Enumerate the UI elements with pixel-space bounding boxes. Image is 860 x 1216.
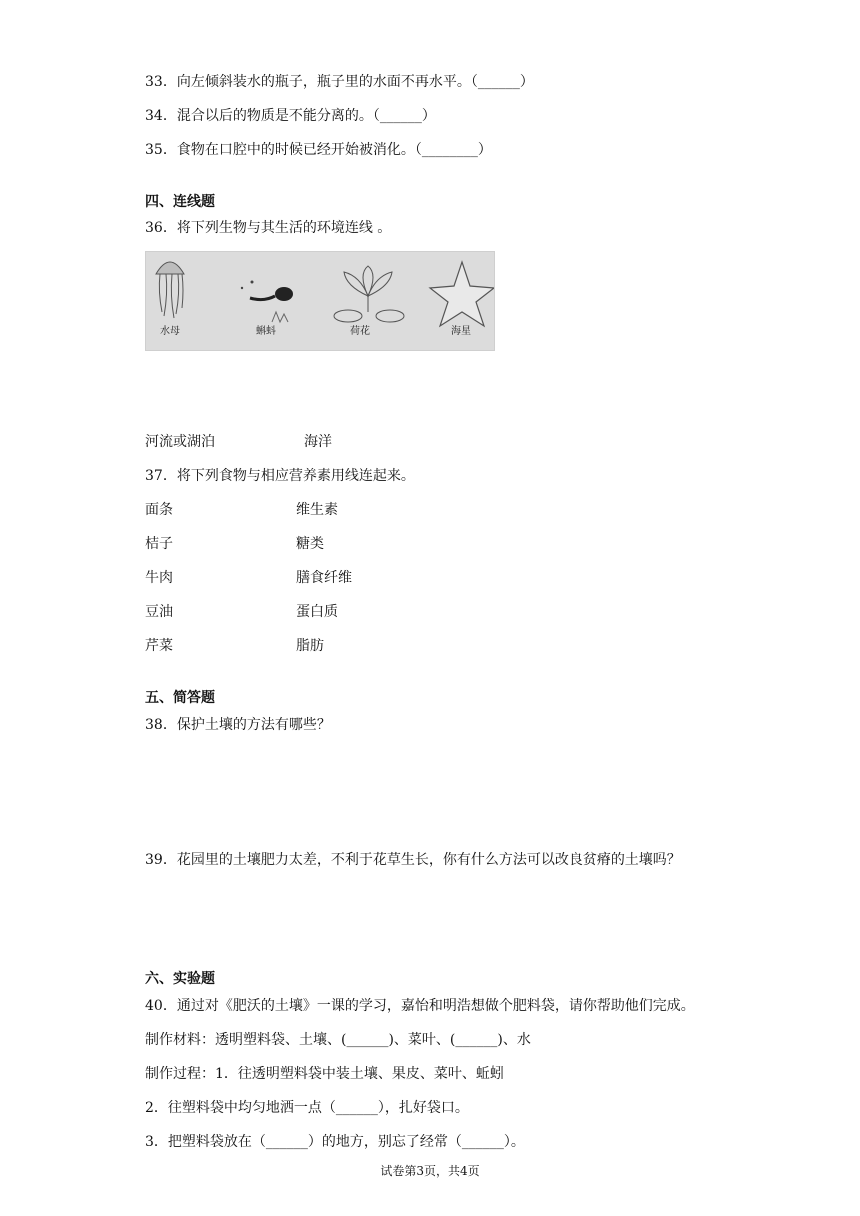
process-step-1: 制作过程：1．往透明塑料袋中装土壤、果皮、菜叶、蚯蚓 (145, 1066, 504, 1082)
question-34: 34．混合以后的物质是不能分离的。（______） (145, 108, 436, 124)
tadpole-icon (241, 281, 293, 323)
nutrient-item: 脂肪 (296, 638, 324, 654)
organisms-figure (145, 251, 495, 351)
food-item: 豆油 (145, 604, 173, 620)
environment-river-lake: 河流或湖泊 (145, 434, 215, 450)
question-35: 35．食物在口腔中的时候已经开始被消化。（________） (145, 142, 492, 158)
jellyfish-icon (156, 262, 184, 318)
figure-label-tadpole: 蝌蚪 (256, 326, 276, 337)
section-heading-experiment: 六、实验题 (145, 971, 215, 987)
materials-line: 制作材料：透明塑料袋、土壤、(______)、菜叶、(______)、水 (145, 1032, 531, 1048)
question-40: 40．通过对《肥沃的土壤》一课的学习，嘉怡和明浩想做个肥料袋，请你帮助他们完成。 (145, 998, 695, 1014)
organisms-illustration (146, 252, 494, 350)
food-item: 芹菜 (145, 638, 173, 654)
nutrient-item: 蛋白质 (296, 604, 338, 620)
question-37: 37．将下列食物与相应营养素用线连起来。 (145, 468, 415, 484)
process-step-3: 3．把塑料袋放在（______）的地方，别忘了经常（______）。 (145, 1134, 525, 1150)
food-item: 牛肉 (145, 570, 173, 586)
food-item: 桔子 (145, 536, 173, 552)
page-footer: 试卷第3页，共4页 (380, 1164, 480, 1178)
figure-label-jellyfish: 水母 (160, 326, 180, 337)
question-39: 39．花园里的土壤肥力太差，不利于花草生长，你有什么方法可以改良贫瘠的土壤吗？ (145, 852, 681, 868)
section-heading-matching: 四、连线题 (145, 194, 215, 210)
section-heading-short-answer: 五、简答题 (145, 690, 215, 706)
lotus-icon (334, 266, 404, 322)
nutrient-item: 维生素 (296, 502, 338, 518)
food-item: 面条 (145, 502, 173, 518)
nutrient-item: 膳食纤维 (296, 570, 352, 586)
question-33: 33．向左倾斜装水的瓶子，瓶子里的水面不再水平。（______） (145, 74, 534, 90)
process-step-2: 2．往塑料袋中均匀地洒一点（______），扎好袋口。 (145, 1100, 469, 1116)
starfish-icon (430, 262, 494, 326)
environment-ocean: 海洋 (304, 434, 332, 450)
figure-label-starfish: 海星 (451, 326, 471, 337)
figure-label-lotus: 荷花 (350, 326, 370, 337)
question-36: 36．将下列生物与其生活的环境连线 。 (145, 220, 392, 236)
nutrient-item: 糖类 (296, 536, 324, 552)
question-38: 38．保护土壤的方法有哪些？ (145, 717, 331, 733)
